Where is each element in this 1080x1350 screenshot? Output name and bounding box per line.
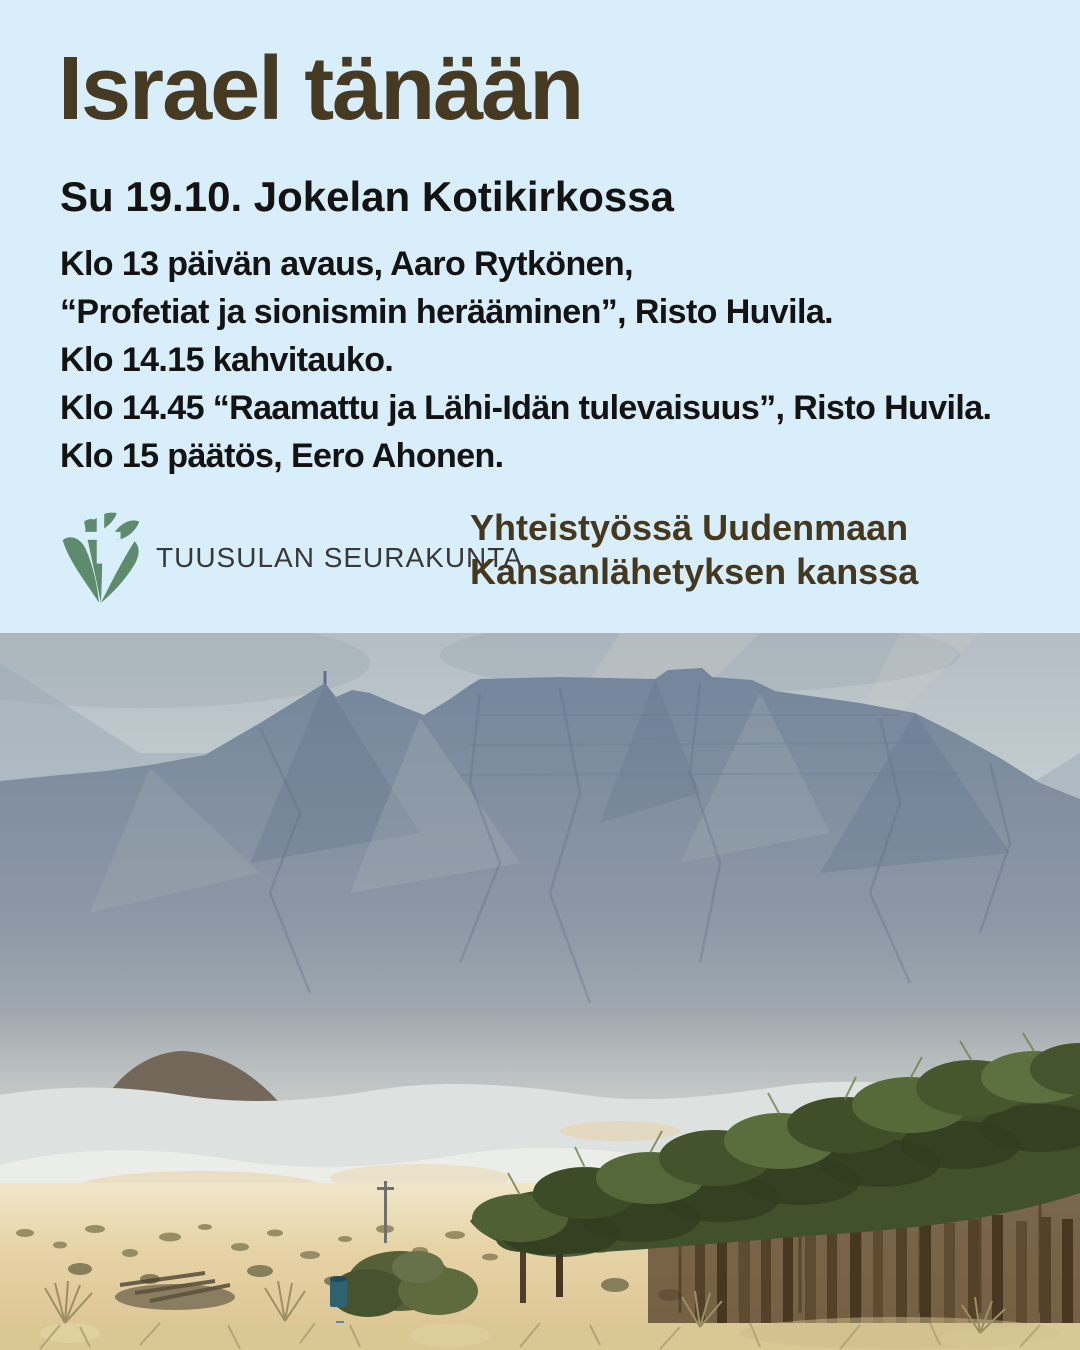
- logo-wordmark: TUUSULAN SEURAKUNTA: [156, 542, 523, 573]
- poster-text-section: [0, 0, 1080, 633]
- schedule-line: Klo 15 päätös, Eero Ahonen.: [60, 437, 504, 475]
- schedule-list: [60, 240, 1025, 480]
- schedule-line: Klo 14.15 kahvitauko.: [60, 341, 394, 379]
- partner-line-2: Kansanlähetyksen kanssa: [470, 551, 919, 592]
- poster-title: Israel tänään: [58, 39, 583, 139]
- schedule-line: Klo 13 päivän avaus, Aaro Rytkönen,: [60, 245, 633, 283]
- landscape-photo: [0, 633, 1080, 1350]
- schedule-line: Klo 14.45 “Raamattu ja Lähi-Idän tulevaisuus”, Risto Huvila.: [60, 389, 992, 427]
- schedule-line: “Profetiat ja sionismin herääminen”, Risto Huvila.: [60, 293, 833, 331]
- leaf-cross-icon: [58, 508, 142, 608]
- partner-text: [470, 506, 918, 594]
- tuusulan-seurakunta-logo: [58, 508, 523, 608]
- poster-subtitle: Su 19.10. Jokelan Kotikirkossa: [60, 173, 674, 220]
- photo-power-pole: [384, 1181, 387, 1243]
- partner-line-1: Yhteistyössä Uudenmaan: [470, 507, 909, 548]
